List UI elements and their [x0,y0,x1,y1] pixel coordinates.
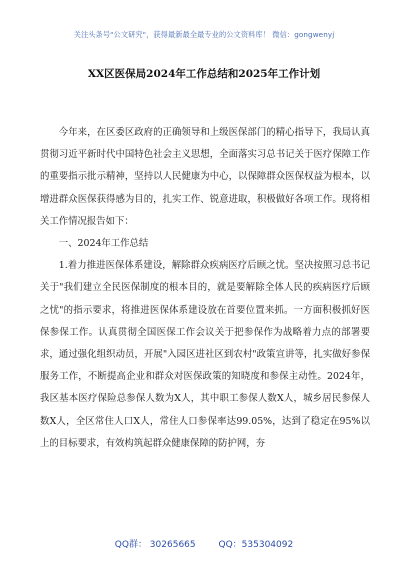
qq-group-text: QQ群： 30265665 [114,540,196,550]
body-paragraph: 1.着力推进医保体系建设，解除群众疾病医疗后顾之忧。坚决按照习总书记关于"我们建立全民医保制度的根本目的，就是要解除全体人民的疾病医疗后顾之忧"的指示要求，将推进医保体系建设放在首要位置来抓。一方面积极抓好医保参保工作。认真贯彻全国医保工作会议关于把参保作为战略着力点的部署要求，通过强化组织动员，开展"入园区进社区到农村"政策宣讲等，扎实做好参保服务工作，不断提高企业和群众对医保政策的知晓度和参保主动性。2024年，我区基本医疗保险总参保人数为X人，其中职工参保人数X人，城乡居民参保人数X人，全区常住人口X人，常住人口参保率达99.05%，达到了稳定在95%以上的目标要求，有效构筑起群众健康保障的防护网，夯 [40,260,370,449]
document-title: XX区医保局2024年工作总结和2025年工作计划 [87,68,321,80]
document-body [40,122,370,455]
qq-contact-text: QQ：535304092 [218,540,294,550]
intro-paragraph: 今年来，在区委区政府的正确领导和上级医保部门的精心指导下，我局认真贯彻习近平新时代中国特色社会主义思想，全面落实习总书记关于医疗保障工作的重要指示批示精神，坚持以人民健康为中心，以保障群众医保权益为根本，以增进群众医保获得感为目的，扎实工作、锐意进取，积极做好各项工作。现将相关工作情况报告如下： [40,127,370,227]
footer-contact [0,537,408,550]
section-heading: 一、2024年工作总结 [58,238,149,250]
top-banner: 关注头条号"公文研究"，获得最新最全最专业的公文资料库！ 微信：gongwenyj [73,30,335,39]
